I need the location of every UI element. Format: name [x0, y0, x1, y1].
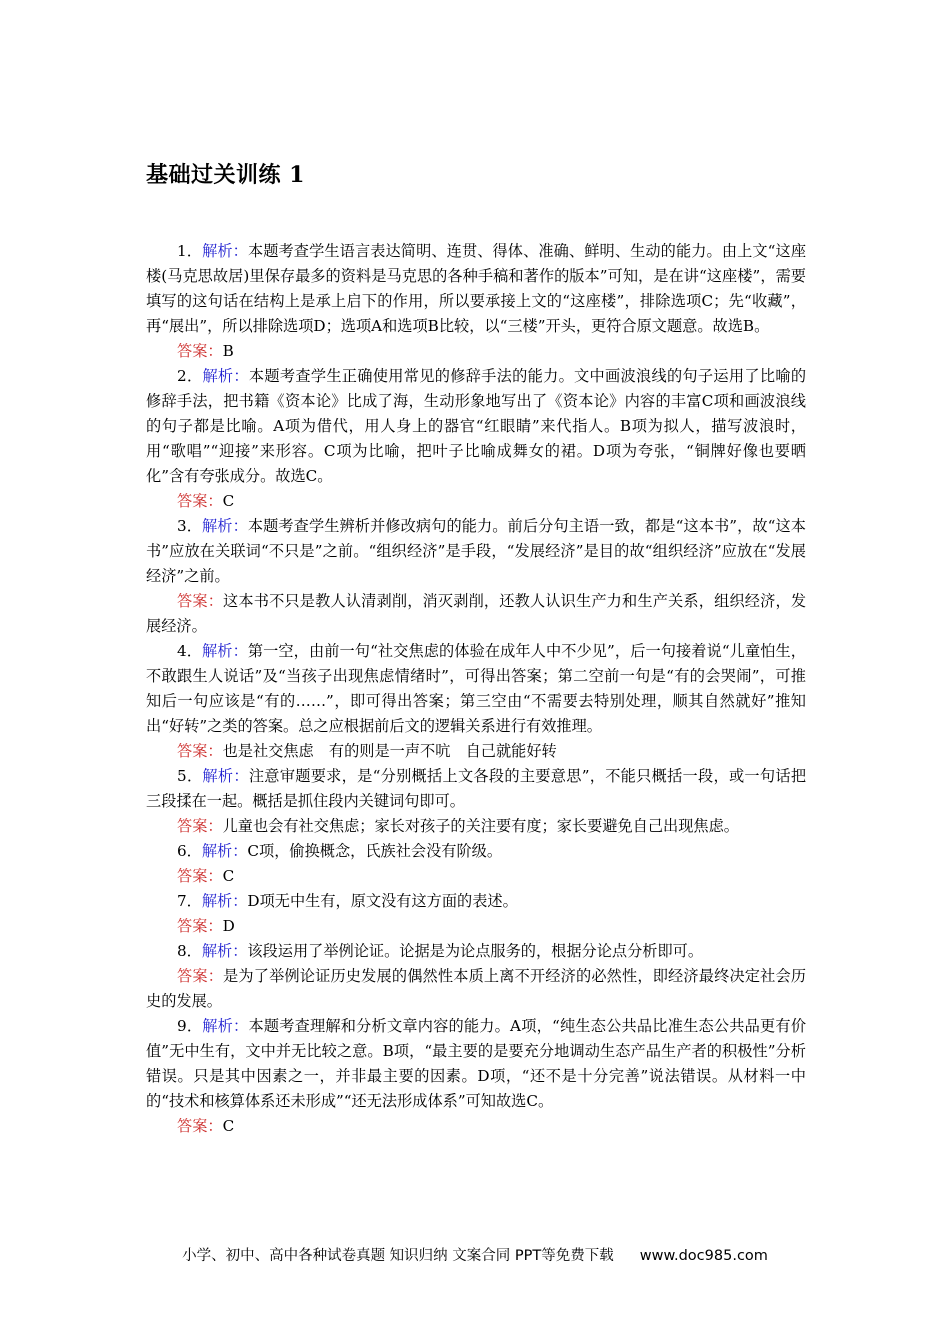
answer-label: 答案：: [177, 592, 224, 610]
analysis-label: 解析：: [202, 242, 248, 260]
question-3-analysis: [146, 514, 806, 589]
answer-label: 答案：: [177, 967, 224, 985]
question-number: 3．: [177, 517, 203, 535]
analysis-label: 解析：: [202, 517, 248, 535]
analysis-text: 本题考查理解和分析文章内容的能力。A项，“纯生态公共品比准生态公共品更有价值”无中生有，文中并无比较之意。B项，“最主要的是要充分地调动生态产品生产者的积极性”分析错误。只是其中因素之一，并非最主要的因素。D项，“还不是十分完善”说法错误。从材料一中的“技术和核算体系还未形成”“还无法形成体系”可知故选C。: [146, 1017, 807, 1110]
analysis-text: 本题考查学生辨析并修改病句的能力。前后分句主语一致，都是“这本书”，故“这本书”应放在关联词“不只是”之前。“组织经济”是手段，“发展经济”是目的故“组织经济”应放在“发展经济”之前。: [146, 517, 806, 585]
analysis-label: 解析：: [202, 367, 249, 385]
footer-url[interactable]: www.doc985.com: [639, 1248, 768, 1264]
analysis-label: 解析：: [202, 642, 248, 660]
footer-text: 小学、初中、高中各种试卷真题 知识归纳 文案合同 PPT等免费下载: [182, 1248, 614, 1264]
analysis-label: 解析：: [201, 842, 248, 860]
analysis-text: D项无中生有，原文没有这方面的表述。: [247, 892, 518, 910]
question-1-answer: [146, 339, 806, 364]
question-3-answer: [146, 589, 806, 639]
analysis-text: 注意审题要求，是“分别概括上文各段的主要意思”，不能只概括一段，或一句话把三段揉在一起。概括是抓住段内关键词句即可。: [146, 767, 807, 810]
answer-text: 这本书不只是教人认清剥削，消灭剥削，还教人认识生产力和生产关系，组织经济，发展经济。: [146, 592, 807, 635]
question-7-analysis: [146, 889, 806, 914]
question-6-answer: [146, 864, 806, 889]
question-6-analysis: [146, 839, 806, 864]
question-4-answer: [146, 739, 806, 764]
question-2-analysis: [146, 364, 806, 489]
answer-label: 答案：: [177, 867, 223, 885]
analysis-label: 解析：: [202, 1017, 249, 1035]
question-number: 4．: [177, 642, 203, 660]
question-number: 9．: [177, 1017, 203, 1035]
answer-label: 答案：: [177, 817, 223, 835]
analysis-label: 解析：: [201, 892, 248, 910]
analysis-text: 该段运用了举例论证。论据是为论点服务的，根据分论点分析即可。: [247, 942, 704, 960]
answer-text: C: [222, 492, 235, 510]
document-page: [146, 150, 806, 1139]
question-number: 2．: [177, 367, 203, 385]
question-8-answer: [146, 964, 806, 1014]
answer-list: [146, 239, 806, 1139]
question-1-analysis: [146, 239, 806, 339]
page-footer: [0, 1244, 950, 1265]
answer-label: 答案：: [177, 917, 223, 935]
answer-text: 儿童也会有社交焦虑；家长对孩子的关注要有度；家长要避免自己出现焦虑。: [222, 817, 739, 835]
analysis-label: 解析：: [202, 767, 249, 785]
question-4-analysis: [146, 639, 806, 739]
question-7-answer: [146, 914, 806, 939]
question-2-answer: [146, 489, 806, 514]
question-number: 6．: [177, 842, 202, 860]
analysis-label: 解析：: [201, 942, 248, 960]
question-number: 5．: [177, 767, 203, 785]
answer-label: 答案：: [177, 492, 223, 510]
answer-text: D: [222, 917, 235, 935]
question-9-answer: [146, 1114, 806, 1139]
question-number: 7．: [177, 892, 202, 910]
answer-text: 也是社交焦虑 有的则是一声不吭 自己就能好转: [222, 742, 557, 760]
analysis-text: 本题考查学生正确使用常见的修辞手法的能力。文中画波浪线的句子运用了比喻的修辞手法，把书籍《资本论》比成了海，生动形象地写出了《资本论》内容的丰富C项和画波浪线的句子都是比喻。A项为借代，用人身上的器官“红眼睛”来代指人。B项为拟人，描写波浪时，用“歌唱”“迎接”来形容。C项为比喻，把叶子比喻成舞女的裙。D项为夸张，“铜牌好像也要晒化”含有夸张成分。故选C。: [146, 367, 807, 485]
answer-text: C: [222, 1117, 235, 1135]
answer-text: C: [222, 867, 235, 885]
question-5-analysis: [146, 764, 806, 814]
answer-text: B: [222, 342, 234, 360]
answer-label: 答案：: [177, 1117, 223, 1135]
analysis-text: 本题考查学生语言表达简明、连贯、得体、准确、鲜明、生动的能力。由上文“这座楼(马克思故居)里保存最多的资料是马克思的各种手稿和著作的版本”可知，是在讲“这座楼”，需要填写的这句话在结构上是承上启下的作用，所以要承接上文的“这座楼”，排除选项C；先“收藏”，再“展出”，所以排除选项D；选项A和选项B比较，以“三楼”开头，更符合原文题意。故选B。: [146, 242, 807, 335]
question-5-answer: [146, 814, 806, 839]
question-number: 8．: [177, 942, 202, 960]
question-8-analysis: [146, 939, 806, 964]
analysis-text: 第一空，由前一句“社交焦虑的体验在成年人中不少见”，后一句接着说“儿童怕生，不敢跟生人说话”及“当孩子出现焦虑情绪时”，可得出答案；第二空前一句是“有的会哭闹”，可推知后一句应该是“有的……”，即可得出答案；第三空由“不需要去特别处理，顺其自然就好”推知出“好转”之类的答案。总之应根据前后文的逻辑关系进行有效推理。: [146, 642, 806, 735]
analysis-text: C项，偷换概念，氏族社会没有阶级。: [247, 842, 503, 860]
answer-label: 答案：: [177, 342, 223, 360]
page-title: 基础过关训练 1: [146, 162, 305, 188]
question-9-analysis: [146, 1014, 806, 1114]
answer-label: 答案：: [177, 742, 223, 760]
question-number: 1．: [177, 242, 203, 260]
answer-text: 是为了举例论证历史发展的偶然性本质上离不开经济的必然性，即经济最终决定社会历史的发展。: [146, 967, 807, 1010]
